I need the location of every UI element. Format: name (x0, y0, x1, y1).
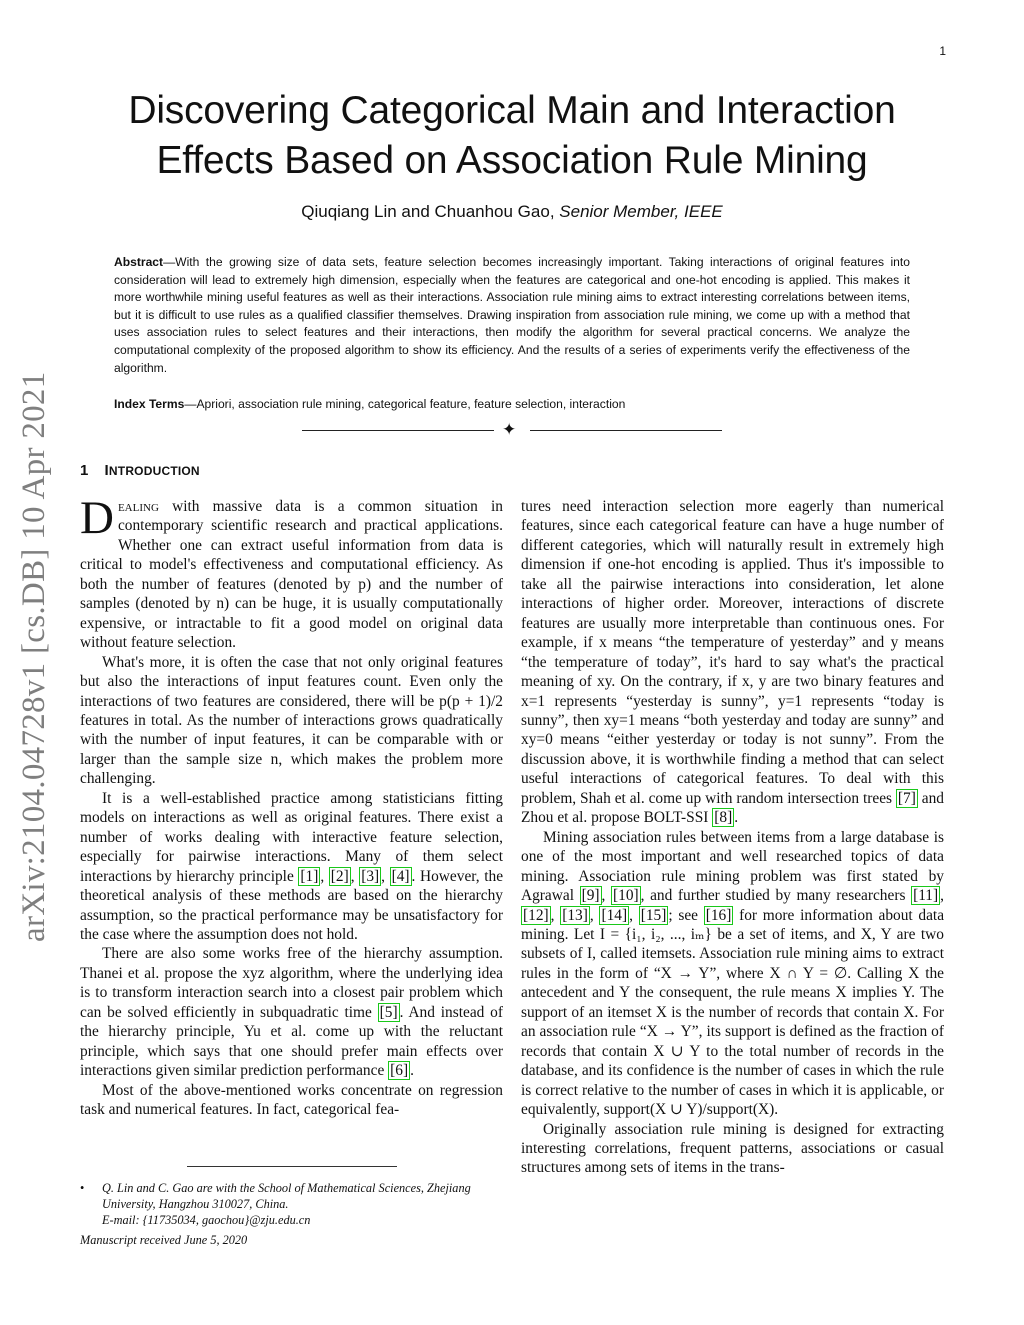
citation-link[interactable]: [16] (705, 906, 732, 924)
index-terms-label: Index Terms (114, 397, 185, 411)
separator-diamond-icon: ✦ (502, 420, 517, 439)
dropcap: D (80, 492, 114, 544)
citation-link[interactable]: [15] (640, 906, 667, 924)
paragraph-7-text-b: , and further studied by many researchers (640, 887, 912, 905)
citation-link[interactable]: [1] (300, 867, 319, 885)
index-terms-text: —Apriori, association rule mining, categorical feature, feature selection, interaction (184, 397, 626, 411)
abstract (114, 254, 910, 377)
paragraph-3-text-a: It is a well-established practice among statisticians fitting models on interactions as well as original features. There exist a number of works dealing with interactive feature selection, especially for pairwise interactions. Many of them select interactions by hierarchy principle (80, 789, 503, 885)
paragraph-5: Most of the above-mentioned works concentrate on regression task and numerical features. In fact, categorical fea- (80, 1081, 503, 1119)
paragraph-4-text-a: There are also some works free of the hierarchy assumption. Thanei et al. propose the xyz algorithm, where the underlying idea is to transform interaction search into a closest pair problem which can be solved efficiently in subquadratic time (80, 945, 503, 1021)
citation-link[interactable]: [8] (714, 809, 733, 827)
paragraph-6-text-c: . (734, 809, 739, 827)
paragraph-8: Originally association rule mining is designed for extracting interesting correlations, frequent patterns, associations or casual structures among sets of items in the trans- (521, 1120, 944, 1177)
section-heading-introduction (80, 462, 200, 479)
paragraph-1-text: with massive data is a common situation in contemporary scientific research and practical applications. Whether one can extract useful information from data is critical to model's effectiveness and computational efficiency. As both the number of features (denoted by p) and the number of samples (denoted by n) can be huge, it is usually computationally expensive, or intractable to fit a good model on original data without feature selection. (80, 498, 503, 652)
paper-title (60, 86, 964, 186)
citation-link[interactable]: [11] (913, 887, 939, 905)
page-number: 1 (939, 44, 946, 58)
paragraph-2: What's more, it is often the case that not only original features but also the interactions of input features count. Even only the interactions of two features are considered, there will be p(p + 1)/2 features in total. As the number of interactions grows quadratically with the number of input features, it can be comparable with or larger than the sample size n, which makes the problem more challenging. (80, 653, 503, 788)
left-column (80, 492, 504, 1120)
footnote-rule (187, 1166, 397, 1167)
section-title-initial: I (104, 462, 109, 479)
citation-link[interactable]: [2] (330, 867, 349, 885)
paragraph-7-text-d: for more information about data mining. Let I = {i₁, i₂, ..., iₘ} be a set of items, and X, Y are two subsets of I, called itemsets. Association rule mining aims to extract rules in the form of “X → Y”, where X ∩ Y = ∅. Calling X the antecedent and Y the consequent, the rule means X implies Y. The support of an itemset X is the number of records that contain X. For an association rule “X → Y”, its support is defined as the fraction of records that contain X ∪ Y to the total number of records in the database, and its confidence is the number of cases in which the rule is correct relative to the number of cases in which it is applicable, or equivalently, support(X ∪ Y)/support(X). (521, 906, 945, 1119)
paragraph-1 (80, 492, 503, 653)
dropcap-smallcaps: ealing (117, 498, 159, 515)
citation-link[interactable]: [6] (390, 1062, 409, 1080)
abstract-text: —With the growing size of data sets, feature selection becomes increasingly important. Taking interactions of original features into consideration will lead to extremely high dimension, especially when the features are categorical and one-hot encoding is applied. This makes it more worthwhile mining useful features as well as their interactions. Association rule mining aims to extract interesting correlations between items, but it is difficult to use rules as a qualified classifier themselves. Drawing inspiration from association rule mining, we come up with a method that uses association rules to select features and their interactions, then modify the algorithm for several practical concerns. We analyze the computational complexity of the proposed algorithm to show its efficiency. And the results of a series of experiments verify the effectiveness of the algorithm. (114, 255, 910, 375)
paragraph-7-text-c: ; see (668, 906, 704, 924)
title-line-1: Discovering Categorical Main and Interaction (128, 89, 896, 132)
paragraph-3: It is a well-established practice among statisticians fitting models on interactions as well as original features. There exist a number of works dealing with interactive feature selection, especially for pairwise interactions. Many of them select interactions by hierarchy principle [1] , [2] , [3] , [4] . However, the theoretical analysis of these methods are based on the hierarchy assumption, so the practical performance may be unsatisfactory for the case where the assumption does not hold. (80, 789, 504, 943)
separator-line-left (302, 430, 494, 431)
section-title-rest: NTRODUCTION (108, 464, 200, 478)
footnote-bullet: • (80, 1181, 85, 1195)
paragraph-6-text-a: tures need interaction selection more eagerly than numerical features, since each categorical feature can have a huge number of different categories, which will naturally result in extremely high dimension if one-hot encoding is applied. Thus it's impossible to take all the pairwise interactions into consideration, let alone interactions of higher order. Moreover, interactions of discrete features are usually more interpretable than continuous ones. For example, if x means “the temperature of yesterday” and y means “the temperature of today”, it's hard to say what's the practical meaning of xy. On the contrary, if x, y are two binary features and x=1 represents “yesterday is sunny”, y=1 represents “today is sunny”, then xy=1 means “both yesterday and today are sunny” and xy=0 means “either yesterday or today is not sunny”. From the discussion above, it is worthwhile finding a method that can select useful interactions of categorical features. To deal with this problem, Shah et al. come up with random intersection trees (521, 498, 944, 807)
section-number: 1 (80, 462, 89, 479)
citation-link[interactable]: [10] (613, 887, 639, 905)
paragraph-4-text-c: . (410, 1062, 414, 1080)
citation-link[interactable]: [9] (581, 887, 600, 905)
separator-line-right (530, 430, 722, 431)
right-column (521, 497, 944, 1178)
author-names: Qiuqiang Lin and Chuanhou Gao, (301, 202, 555, 221)
citation-link[interactable]: [3] (361, 867, 380, 885)
title-line-2: Effects Based on Association Rule Mining (156, 139, 868, 182)
citation-link[interactable]: [14] (601, 906, 628, 924)
paragraph-7: Mining association rules between items from a large database is one of the most important and well researched topics of data mining. Association rule mining problem was first stated by Agrawal [9] , [10] , and further studied by many researchers [11] , [12] , [13] , [14] , [15] ; see [16] for more information about data mining. Let I = {i₁, i₂, ..., iₘ} be a set of items, and X, Y are two subsets of I, called itemsets. Association rule mining aims to extract rules in the form of “X → Y”, where X ∩ Y = ∅. Calling X the antecedent and Y the consequent, the rule means X implies Y. The support of an itemset X is the number of records that contain X. For an association rule “X → Y”, its support is defined as the fraction of records that contain X ∪ Y to the total number of records in the database, and its confidence is the number of cases in which the rule is correct relative to the number of cases in which it is applicable, or equivalently, support(X ∪ Y)/support(X). (521, 828, 945, 1119)
index-terms (114, 396, 910, 413)
paragraph-6-text-b: and Zhou et al. propose BOLT-SSI (521, 789, 944, 827)
abstract-label: Abstract (114, 255, 164, 269)
authors (60, 202, 964, 222)
paragraph-4 (80, 944, 503, 1080)
footnote-affiliation: Q. Lin and C. Gao are with the School of Mathematical Sciences, Zhejiang University, Hangzhou 310027, China. (102, 1181, 471, 1211)
citation-link[interactable]: [7] (897, 789, 916, 807)
citation-link[interactable]: [13] (562, 906, 588, 924)
manuscript-received-note: Manuscript received June 5, 2020 (80, 1233, 248, 1247)
paragraph-6 (521, 497, 944, 828)
paragraph-3-text-b: . However, the theoretical analysis of these methods are based on the hierarchy assumption, so the practical performance may be unsatisfactory for the case where the assumption does not hold. (80, 867, 504, 943)
author-affiliation-title: Senior Member, IEEE (559, 202, 723, 221)
citation-link[interactable]: [12] (523, 906, 549, 924)
footnote (80, 1180, 510, 1228)
arxiv-identifier-stamp: arXiv:2104.04728v1 [cs.DB] 10 Apr 2021 (16, 371, 52, 942)
citation-link[interactable]: [5] (379, 1003, 398, 1021)
paragraph-4-text-b: . And instead of the hierarchy principle, Yu et al. come up with the reluctant principle, which says that one should prefer main effects over interactions given similar prediction performance (80, 1003, 503, 1080)
paragraph-7-text-a: Mining association rules between items from a large database is one of the most important and well researched topics of data mining. Association rule mining problem was first stated by Agrawal (521, 828, 944, 905)
footnote-email: E-mail: {11735034, gaochou}@zju.edu.cn (102, 1213, 311, 1227)
section-separator (302, 420, 722, 439)
citation-link[interactable]: [4] (391, 867, 410, 885)
